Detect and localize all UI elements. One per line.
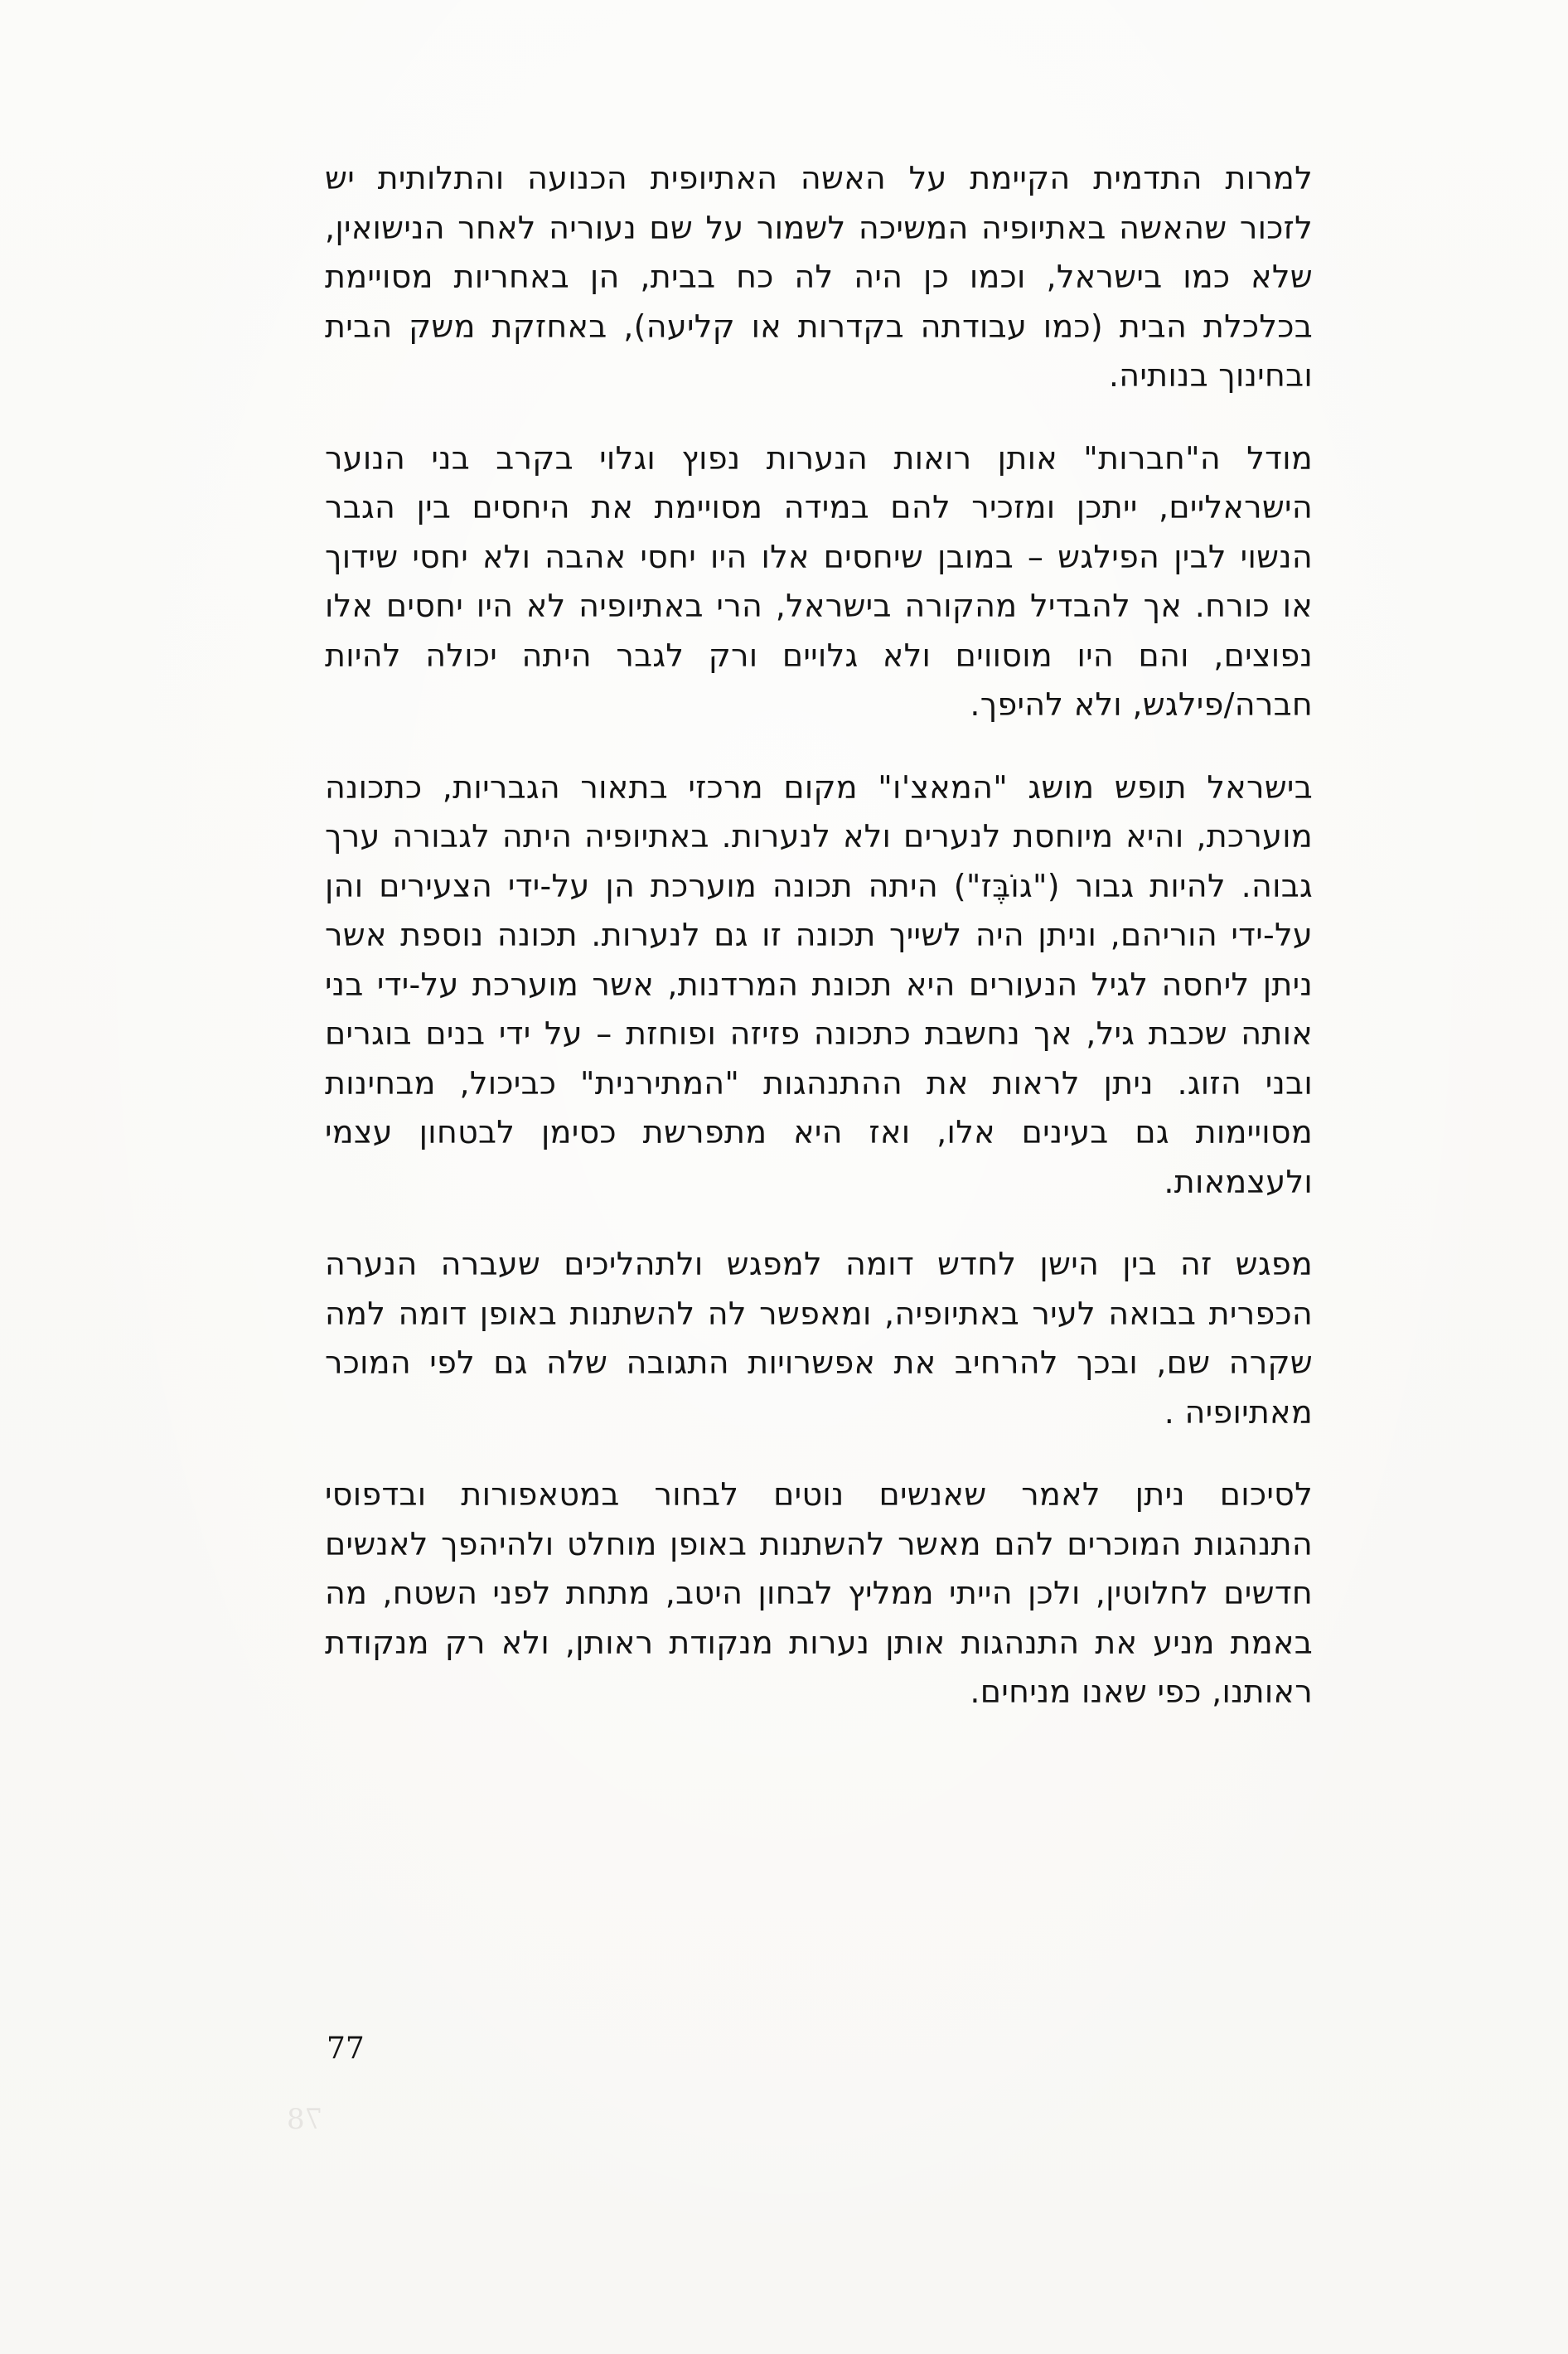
paragraph-1 <box>325 154 1313 401</box>
bleed-through-page-number: 78 <box>287 2103 323 2136</box>
text-line: שלא כמו בישראל, וכמו כן היה לה כח בבית, הן באחריות מסויימת <box>325 259 1313 295</box>
body-text <box>325 154 1313 1751</box>
text-line: נפוצים, והם היו מוסווים ולא גלויים ורק לגבר היתה יכולה להיות <box>325 637 1313 674</box>
paragraph-5 <box>325 1470 1313 1717</box>
text-line: ובחינוך בנותיה. <box>1108 357 1313 394</box>
text-line: חדשים לחלוטין, ולכן הייתי ממליץ לבחון היטב, מתחת לפני השטח, מה <box>325 1575 1313 1611</box>
text-line: לסיכום ניתן לאמר שאנשים נוטים לבחור במטאפורות ובדפוסי <box>325 1476 1313 1513</box>
text-line: מאתיופיה . <box>1164 1393 1313 1431</box>
text-line: או כורח. אך להבדיל מהקורה בישראל, הרי באתיופיה לא היו יחסים אלו <box>325 588 1313 624</box>
text-line: הישראליים, ייתכן ומזכיר להם במידה מסויימת את היחסים בין הגבר <box>325 489 1313 526</box>
text-line: למרות התדמית הקיימת על האשה האתיופית הכנועה והתלותית יש <box>325 160 1313 196</box>
text-line: התנהגות המוכרים להם מאשר להשתנות באופן מוחלט ולהיהפך לאנשים <box>325 1525 1313 1562</box>
paragraph-2 <box>325 434 1313 730</box>
text-line: מוערכת, והיא מיוחסת לנערים ולא לנערות. באתיופיה היתה לגבורה ערך <box>325 818 1313 855</box>
text-line: מודל ה"חברות" אותן רואות הנערות נפוץ וגלוי בקרב בני הנוער <box>325 439 1313 477</box>
text-line: בכלכלת הבית (כמו עבודתה בקדרות או קליעה), באחזקת משק הבית <box>325 308 1313 345</box>
text-line: ניתן ליחסה לגיל הנעורים היא תכונת המרדנות, אשר מוערכת על-ידי בני <box>325 966 1313 1003</box>
text-line: הנשוי לבין הפילגש – במובן שיחסים אלו היו יחסי אהבה ולא יחסי שידוך <box>325 538 1313 575</box>
text-line: באמת מניע את התנהגות אותן נערות מנקודת ראותן, ולא רק מנקודת <box>325 1624 1313 1661</box>
text-line: אותה שכבת גיל, אך נחשבת כתכונה פזיזה ופוחזת – על ידי בנים בוגרים <box>325 1015 1313 1052</box>
text-line: לזכור שהאשה באתיופיה המשיכה לשמור על שם נעוריה לאחר הנישואין, <box>325 209 1313 246</box>
text-line: שקרה שם, ובכך להרחיב את אפשרויות התגובה שלה גם לפי המוכר <box>325 1344 1313 1381</box>
text-line: הכפרית בבואה לעיר באתיופיה, ומאפשר לה להשתנות באופן דומה למה <box>325 1295 1313 1332</box>
text-line: ולעצמאות. <box>1164 1163 1313 1200</box>
text-line: מסויימות גם בעינים אלו, ואז היא מתפרשת כסימן לבטחון עצמי <box>325 1114 1313 1150</box>
text-line: על-ידי הוריהם, וניתן היה לשייך תכונה זו גם לנערות. תכונה נוספת אשר <box>325 917 1313 953</box>
paragraph-3 <box>325 763 1313 1208</box>
paragraph-4 <box>325 1240 1313 1437</box>
text-line: בישראל תופש מושג "המאצ'ו" מקום מרכזי בתאור הגבריות, כתכונה <box>325 768 1313 806</box>
text-line: גבוה. להיות גבור ("גוֹבֶּז") היתה תכונה מוערכת הן על-ידי הצעירים והן <box>325 867 1313 904</box>
text-line: ראותנו, כפי שאנו מניחים. <box>970 1673 1313 1710</box>
text-line: חברה/פילגש, ולא להיפך. <box>970 686 1313 723</box>
page-number: 77 <box>327 2032 365 2066</box>
text-line: ובני הזוג. ניתן לראות את ההתנהגות "המתירנית" כביכול, מבחינות <box>325 1064 1313 1102</box>
text-line: מפגש זה בין הישן לחדש דומה למפגש ולתהליכים שעברה הנערה <box>325 1246 1313 1282</box>
